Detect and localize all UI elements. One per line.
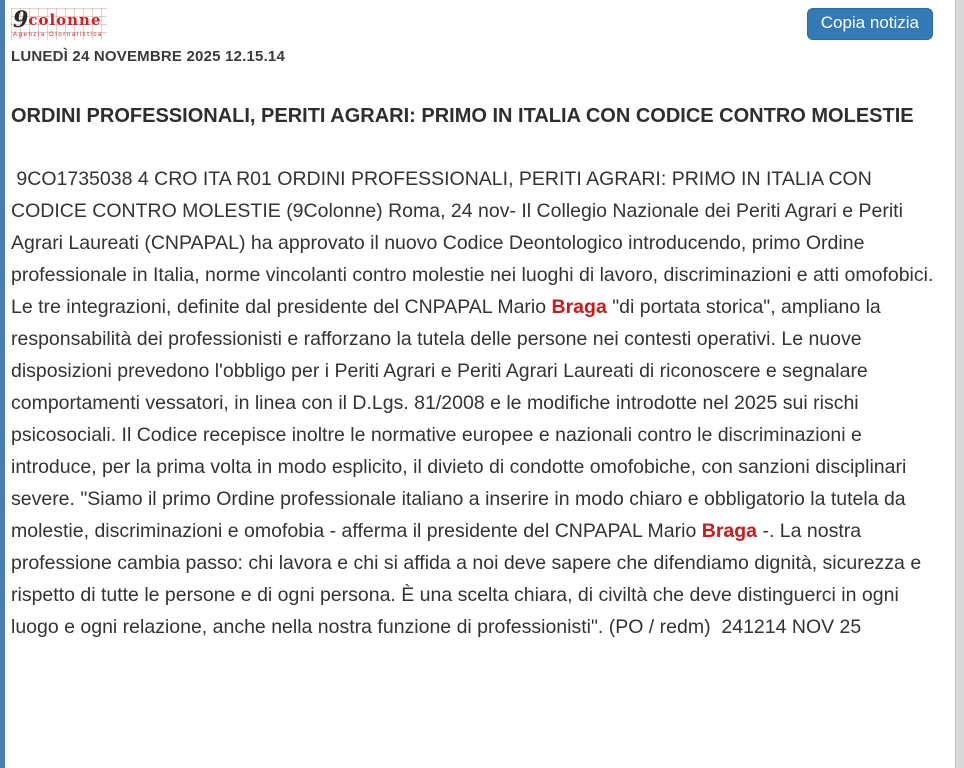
- article-headline: ORDINI PROFESSIONALI, PERITI AGRARI: PRIMO IN ITALIA CON CODICE CONTRO MOLESTIE: [11, 105, 914, 127]
- logo-wordmark: [13, 7, 102, 33]
- copy-news-button[interactable]: Copia notizia: [807, 8, 933, 40]
- logo-number: 9: [13, 7, 29, 33]
- article-page: [5, 0, 954, 768]
- scrollbar-track[interactable]: [955, 0, 964, 768]
- person-name-highlight: Braga: [551, 296, 607, 318]
- body-text-segment: 9CO1735038 4 CRO ITA R01 ORDINI PROFESSIONALI, PERITI AGRARI: PRIMO IN ITALIA CON CODICE CONTRO MOLESTIE (9Colonne) Roma, 24 nov- Il Collegio Nazionale dei Periti Agrari e Periti Agrari Laureati (CNPAPAL) ha approvato il nuovo Codice Deontologico introducendo, primo Ordine professionale in Italia, norme vincolanti contro molestie nei luoghi di lavoro, discriminazioni e atti omofobici. Le tre integrazioni, definite dal presidente del CNPAPAL Mario: [11, 168, 939, 318]
- body-text-segment: -. La nostra professione cambia passo: chi lavora e chi si affida a noi deve sapere che difendiamo dignità, sicurezza e rispetto di tutte le persone e di ogni persona. È una scelta chiara, di civiltà che deve distinguerci in ogni luogo e ogni relazione, anche nella nostra funzione di professionisti". (PO / redm) 241214 NOV 25: [11, 520, 927, 638]
- article-body: [11, 163, 939, 643]
- logo-name: colonne: [28, 11, 102, 29]
- logo-tagline: Agenzia Giornalistica: [13, 32, 103, 38]
- body-text-segment: "di portata storica", ampliano la responsabilità dei professionisti e rafforzano la tutela delle persone nei contesti operativi. Le nuove disposizioni prevedono l'obbligo per i Periti Agrari e Periti Agrari Laureati di riconoscere e segnalare comportamenti vessatori, in linea con il D.Lgs. 81/2008 e le modifiche introdotte nel 2025 sui rischi psicosociali. Il Codice recepisce inoltre le normative europee e nazionali contro le discriminazioni e introduce, per la prima volta in modo esplicito, il divieto di condotte omofobiche, con sanzioni disciplinari severe. "Siamo il primo Ordine professionale italiano a inserire in modo chiaro e obbligatorio la tutela da molestie, discriminazioni e omofobia - afferma il presidente del CNPAPAL Mario: [11, 296, 912, 542]
- page-header: [11, 8, 934, 44]
- ninecolonne-logo: [11, 8, 107, 40]
- article-datetime: LUNEDÌ 24 NOVEMBRE 2025 12.15.14: [11, 48, 286, 65]
- person-name-highlight: Braga: [701, 520, 758, 542]
